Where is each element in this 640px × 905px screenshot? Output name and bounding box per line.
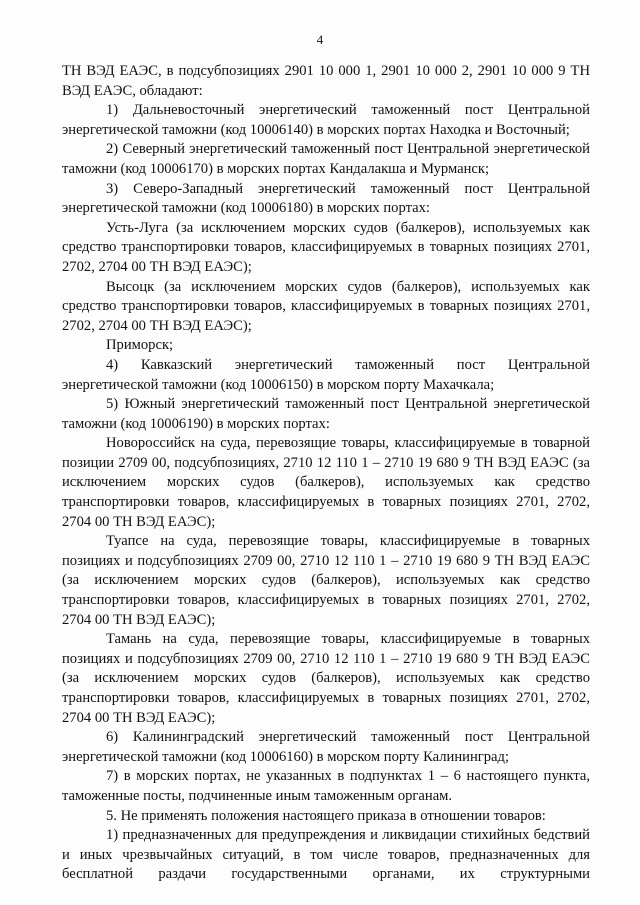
paragraph: Новороссийск на суда, перевозящие товары, классифицируемые в товарной позиции 2709 00, подсубпозициях, 2710 12 110 1 – 2710 19 680 9 ТН ВЭД ЕАЭС (за исключением морских судов (балкеров), используемых как средство транспортировки товаров, классифицируемых в товарных позициях 2701, 2702, 2704 00 ТН ВЭД ЕАЭС); [62, 435, 590, 530]
document-body [62, 62, 590, 885]
paragraph: Приморск; [106, 337, 174, 354]
paragraph: Высоцк (за исключением морских судов (балкеров), используемых как средство транспортировки товаров, классифицируемых в товарных позициях 2701, 2702, 2704 00 ТН ВЭД ЕАЭС); [62, 278, 590, 334]
paragraph: ТН ВЭД ЕАЭС, в подсубпозициях 2901 10 000 1, 2901 10 000 2, 2901 10 000 9 ТН ВЭД ЕАЭС, обладают: [62, 63, 590, 99]
page-number: 4 [316, 32, 324, 47]
paragraph: 1) Дальневосточный энергетический таможенный пост Центральной энергетической таможни (код 10006140) в морских портах Находка и Восточный; [62, 102, 590, 138]
paragraph: 1) предназначенных для предупреждения и ликвидации стихийных бедствий и иных чрезвычайных ситуаций, в том числе товаров, предназначенных для бесплатной раздачи государственными органами, их структурными [62, 827, 590, 883]
paragraph: 5) Южный энергетический таможенный пост Центральной энергетической таможни (код 10006190) в морских портах: [62, 396, 590, 432]
paragraph: 7) в морских портах, не указанных в подпунктах 1 – 6 настоящего пункта, таможенные посты, подчиненные иным таможенным органам. [62, 768, 590, 804]
paragraph: 4) Кавказский энергетический таможенный пост Центральной энергетической таможни (код 10006150) в морском порту Махачкала; [62, 356, 590, 393]
paragraph: 6) Калининградский энергетический таможенный пост Центральной энергетической таможни (код 10006160) в морском порту Калининград; [62, 729, 590, 765]
paragraph: 5. Не применять положения настоящего приказа в отношении товаров: [106, 807, 546, 824]
paragraph: 3) Северо-Западный энергетический таможенный пост Центральной энергетической таможни (код 10006180) в морских портах: [62, 180, 590, 217]
paragraph: Тамань на суда, перевозящие товары, классифицируемые в товарных позициях и подсубпозициях 2709 00, 2710 12 110 1 – 2710 19 680 9 ТН ВЭД ЕАЭС (за исключением морских судов (балкеров), используемых как средство транспортировки товаров, классифицируемых в товарных позициях 2701, 2702, 2704 00 ТН ВЭД ЕАЭС); [62, 631, 590, 726]
paragraph: Усть-Луга (за исключением морских судов (балкеров), используемых как средство транспортировки товаров, классифицируемых в товарных позициях 2701, 2702, 2704 00 ТН ВЭД ЕАЭС); [62, 219, 590, 275]
paragraph: 2) Северный энергетический таможенный пост Центральной энергетической таможни (код 10006170) в морских портах Кандалакша и Мурманск; [62, 141, 590, 177]
paragraph: Туапсе на суда, перевозящие товары, классифицируемые в товарных позициях и подсубпозициях 2709 00, 2710 12 110 1 – 2710 19 680 9 ТН ВЭД ЕАЭС (за исключением морских судов (балкеров), используемых как средство транспортировки товаров, классифицируемых в товарных позициях 2701, 2702, 2704 00 ТН ВЭД ЕАЭС); [62, 533, 590, 628]
